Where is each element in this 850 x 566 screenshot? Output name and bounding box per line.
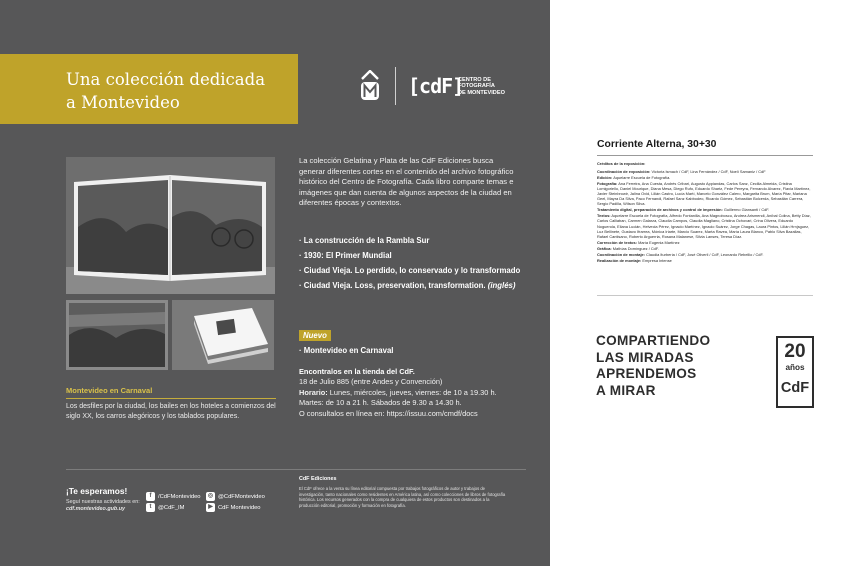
book-title-item xyxy=(299,281,524,292)
footer-follow-text: Seguí nuestras actividades en: xyxy=(66,499,140,505)
book-titles-list xyxy=(299,236,524,296)
social-twitter[interactable] xyxy=(146,503,185,512)
logo-divider xyxy=(395,67,396,105)
title-line-2: a Montevideo xyxy=(66,93,180,112)
footer-follow xyxy=(66,499,140,513)
credit-label: Coordinación de montaje: xyxy=(597,251,645,257)
credit-label: Tratamiento digital, preparación de archivos y control de impresión: xyxy=(597,207,723,213)
footer-cta: ¡Te esperamos! xyxy=(66,486,128,496)
credit-label: Corrección de textos: xyxy=(597,239,637,245)
carnival-photo xyxy=(66,300,168,370)
twitter-handle: @CdF_IM xyxy=(158,504,185,511)
credit-label: Gráfica: xyxy=(597,245,612,251)
page-title xyxy=(66,68,265,114)
logo-sub-3: DE MONTEVIDEO xyxy=(458,89,505,96)
store-address: 18 de Julio 885 (entre Andes y Convención) xyxy=(299,377,443,387)
logo-sub-1: CENTRO DE xyxy=(458,77,491,83)
footer-divider xyxy=(66,469,526,470)
slogan-line: A MIRAR xyxy=(596,382,656,398)
credit-line xyxy=(597,252,813,257)
credit-value: Ana Ferreira, Ana Cuesta, Andrés Cribari, Augusto Appiandas, Carlos Sanz, Cecilia Almeida, Cristina Lomigoriello, Daniel Mourique, Diana Mesa, Diego Rufo, Eduardo Shartz, Fede Pereyra, Fernando Alvarez, Flavia Martínez, Javier Steinbrowir, Jalina Ovid, Lilián Castro, Lucía Martí, Marcelo González Calero, Margarita Brum, María Pitar, Mariana Geel, Mayra Da Silva, Paco Fernandi, Rafael Sanz Kabbodeo, Ricardo Gómez, Sebastián Bolcerda, Sebastián Carrera, Sergio Padilla, Wilson Silva. xyxy=(597,181,811,207)
website-link[interactable]: cdf.montevideo.gub.uy xyxy=(66,506,125,512)
store-hours xyxy=(299,388,519,409)
credit-label: Coordinación de exposición: xyxy=(597,169,651,175)
store-online-link[interactable]: O consultalos en línea en: https://issuu.com/cmdf/docs xyxy=(299,408,478,418)
credit-value: Aquelarre Escuela de Fotografía, Alfredo Fontanilla, Ana Magnoboscu, Andrea Arismendi, Aníbal Colina, Betty Díaz, Carlos Calliaban, Carmen Galarza, Claudia Campos, Claudia Magliano, Cristina Ochovari, Crina Olivera, Eduardo Noguerola, Eliana Lucián, Helvecia Pérez, Ignacio Martínez, Ignacio Suárez, Jorge Chagas, Laura Pintos, Lilián Hrnjsguez, Luz Bellinete, Gustavo Ifrarrea, Mónica Iriarte, Marcio Suarez, Marta Ravea, María Laura Blanco, Pablo Silva Bazallas, Rafael Cantisano, Roberto Arguerria, Rosana Malanese, Silvia Lanses, Teresa Díaz. xyxy=(597,213,811,239)
credit-line xyxy=(597,258,813,263)
credit-label: Fotografía: xyxy=(597,181,618,187)
social-facebook[interactable] xyxy=(146,492,201,501)
carnaval-description: Los desfiles por la ciudad, los bailes en los hoteles a comienzos del siglo XX, los carros alegóricos y los tablados populares. xyxy=(66,403,276,420)
credit-label: Realización de montaje: xyxy=(597,257,642,263)
facebook-icon: f xyxy=(146,492,155,501)
badge-word: años xyxy=(785,363,805,372)
credit-line xyxy=(597,213,813,238)
book-title-en: · Ciudad Vieja. Loss, preservation, transformation. xyxy=(299,281,486,291)
twitter-icon: t xyxy=(146,503,155,512)
facebook-handle: /CdFMontevideo xyxy=(158,493,201,500)
badge-brand: CdF xyxy=(780,380,810,396)
cdf-logo: [cdF] xyxy=(408,74,464,98)
slogan-line: LAS MIRADAS xyxy=(596,349,694,365)
slogan xyxy=(596,333,768,399)
credit-line xyxy=(597,246,813,251)
instagram-handle: @CdFMontevideo xyxy=(218,493,265,500)
credit-value: Victoria Ismach / CdF, Lina Fernández / CdF, Noelí Samaniz / CdF xyxy=(650,169,766,175)
badge-number: 20 xyxy=(784,341,806,362)
exhibition-divider xyxy=(597,155,813,156)
intendencia-logo-icon xyxy=(360,70,380,101)
credit-value: Empresa Intense xyxy=(641,257,672,263)
new-badge: Nuevo xyxy=(299,330,331,341)
social-instagram[interactable] xyxy=(206,492,265,501)
book-title-item: · 1930: El Primer Mundial xyxy=(299,251,392,261)
credit-label: Edición: xyxy=(597,175,613,181)
instagram-icon: ◎ xyxy=(207,493,214,499)
exhibition-title: Corriente Alterna, 30+30 xyxy=(597,139,717,150)
cdf-logo-subtitle xyxy=(458,77,505,96)
book-title-new: · Montevideo en Carnaval xyxy=(299,346,394,355)
slogan-line: COMPARTIENDO xyxy=(596,333,711,348)
logo-sub-2: FOTOGRAFÍA xyxy=(458,83,495,90)
credit-label: Textos: xyxy=(597,213,611,219)
credit-line xyxy=(597,169,813,174)
credit-line xyxy=(597,175,813,180)
credit-value: Mathías Domínguez / CdF. xyxy=(611,245,659,251)
exhibition-credits xyxy=(597,161,813,264)
book-title-item: · Ciudad Vieja. Lo perdido, lo conservado y lo transformado xyxy=(299,266,521,276)
slogan-line: APRENDEMOS xyxy=(596,366,697,382)
store-hours-label: Horario: xyxy=(299,387,328,397)
anniversary-badge xyxy=(776,336,814,408)
carnaval-heading: Montevideo en Carnaval xyxy=(66,386,276,399)
title-line-1: Una colección dedicada xyxy=(66,70,266,89)
book-title-item: · La construcción de la Rambla Sur xyxy=(299,236,430,245)
title-band xyxy=(0,54,298,124)
store-hours-text: Lunes, miércoles, jueves, viernes: de 10 a 19.30 h. Martes: de 10 a 21 h. Sábados de 9.30 a 14.30 h. xyxy=(299,387,497,408)
collection-intro: La colección Gelatina y Plata de las CdF Ediciones busca generar diferentes cortes en el contenido del archivo fotográfico histórico del Centro de Fotografía. Cada libro comparte temas e imágenes que dan cuenta de algunos aspectos de la ciudad en diferentes épocas y contextos. xyxy=(299,156,514,208)
credit-value: Claudia Iturbería / CdF, José Oliveril / CdF, Leonardo Rebellio / CdF. xyxy=(645,251,764,257)
credit-line xyxy=(597,181,813,206)
credit-value: María Eugenia Martínez xyxy=(637,239,680,245)
ediciones-body: El CdF ofrece a la venta su línea editorial compuesta por trabajos fotográficos de autor y trabajos de investigación, tanto nacionales como residentes en América latina, así como colecciones de libros de fotografía histórica. Los recursos generados con la compra de cualquiera de estos productos son destinados a la producción editorial, promoción y formación en fotografía. xyxy=(299,486,506,508)
credits-heading: Créditos de la exposición: xyxy=(597,161,646,166)
store-heading: Encontralos en la tienda del CdF. xyxy=(299,367,415,376)
credits-divider xyxy=(597,295,813,296)
credit-line xyxy=(597,240,813,245)
youtube-handle: CdF Montevideo xyxy=(218,504,261,511)
store-info xyxy=(299,367,519,419)
credit-line xyxy=(597,207,813,212)
credit-value: Aquelarre Escuela de Fotografía. xyxy=(612,175,671,181)
book-photo-main xyxy=(66,157,275,294)
right-panel xyxy=(550,0,850,566)
book-title-lang: (inglés) xyxy=(487,281,516,291)
credit-value: Guillermo Giansanti / CdF. xyxy=(722,207,770,213)
social-youtube[interactable] xyxy=(206,503,261,512)
youtube-icon: ▶ xyxy=(206,503,215,512)
ediciones-heading: CdF Ediciones xyxy=(299,476,337,482)
book-stack-photo xyxy=(172,300,274,370)
